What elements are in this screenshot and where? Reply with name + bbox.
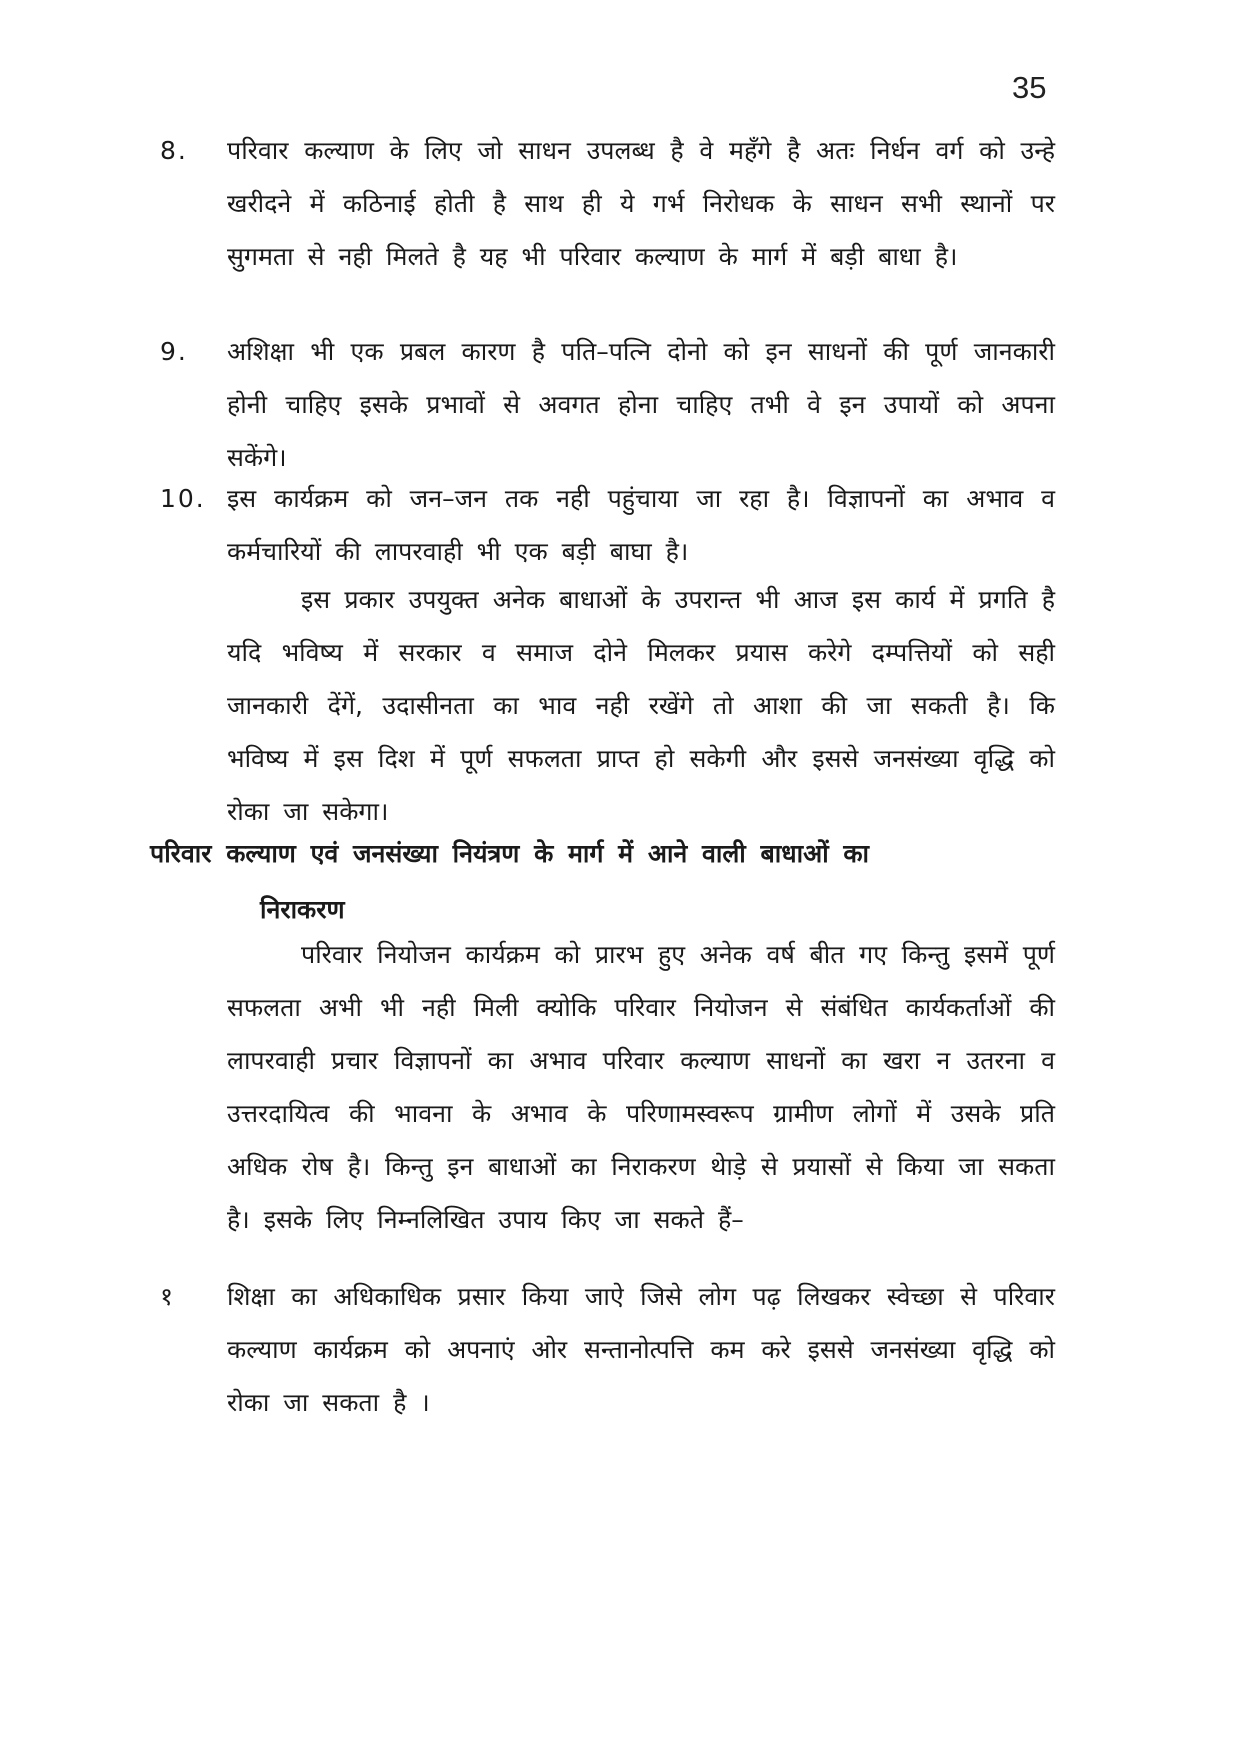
page-number: 35 bbox=[1012, 70, 1047, 105]
section-heading-line2: निराकरण bbox=[260, 895, 345, 924]
list-item-number: 10. bbox=[160, 484, 206, 513]
list-item-8 bbox=[160, 124, 1055, 283]
list-item-10 bbox=[160, 472, 1055, 578]
list-item-number: 9. bbox=[160, 337, 188, 366]
list-item-text: अशिक्षा भी एक प्रबल कारण है पति–पत्नि दोनो को इन साधनों की पूर्ण जानकारी होनी चाहिए इसके प्रभावों से अवगत होना चाहिए तभी वे इन उपायों को अपना सकेंगे। bbox=[227, 337, 1055, 472]
section-heading-line1: परिवार कल्याण एवं जनसंख्या नियंत्रण के मार्ग में आने वाली बाधाओं का bbox=[150, 839, 869, 868]
list-item-9 bbox=[160, 325, 1055, 484]
list-item-text: शिक्षा का अधिकाधिक प्रसार किया जाऐ जिसे लोग पढ़ लिखकर स्वेच्छा से परिवार कल्याण कार्यक्रम को अपनाएं ओर सन्तानोत्पत्ति कम करे इससे जनसंख्या वृद्धि को रोका जा सकता है । bbox=[227, 1282, 1055, 1417]
list-item-1 bbox=[160, 1270, 1055, 1429]
list-item-text: इस कार्यक्रम को जन–जन तक नही पहुंचाया जा रहा है। विज्ञापनों का अभाव व कर्मचारियों की लापरवाही भी एक बड़ी बाघा है। bbox=[227, 484, 1055, 566]
list-item-text: परिवार कल्याण के लिए जो साधन उपलब्ध है वे महॅंगे है अतः निर्धन वर्ग को उन्हे खरीदने में कठिनाई होती है साथ ही ये गर्भ निरोधक के साधन सभी स्थानों पर सुगमता से नही मिलते है यह भी परिवार कल्याण के मार्ग में बड़ी बाधा है। bbox=[227, 136, 1055, 271]
section-paragraph: परिवार नियोजन कार्यक्रम को प्रारभ हुए अनेक वर्ष बीत गए किन्तु इसमें पूर्ण सफलता अभी भी नही मिली क्योकि परिवार नियोजन से संबंधित कार्यकर्ताओं की लापरवाही प्रचार विज्ञापनों का अभाव परिवार कल्याण साधनों का खरा न उतरना व उत्तरदायित्व की भावना के अभाव के परिणामस्वरूप ग्रामीण लोगों में उसके प्रति अधिक रोष है। किन्तु इन बाधाओं का निराकरण थेाड़े से प्रयासों से किया जा सकता है। इसके लिए निम्नलिखित उपाय किए जा सकते हैं– bbox=[227, 940, 1055, 1234]
conclusion-paragraph: इस प्रकार उपयुक्त अनेक बाधाओं के उपरान्त भी आज इस कार्य में प्रगति है यदि भविष्य में सरकार व समाज दोने मिलकर प्रयास करेगे दम्पत्तियों को सही जानकारी देंगें, उदासीनता का भाव नही रखेंगे तो आशा की जा सकती है। कि भविष्य में इस दिश में पूर्ण सफलता प्राप्त हो सकेगी और इससे जनसंख्या वृद्धि को रोका जा सकेगा। bbox=[227, 585, 1055, 826]
list-item-number: १ bbox=[160, 1282, 176, 1311]
section-heading bbox=[150, 826, 1055, 938]
list-item-number: 8. bbox=[160, 136, 188, 165]
